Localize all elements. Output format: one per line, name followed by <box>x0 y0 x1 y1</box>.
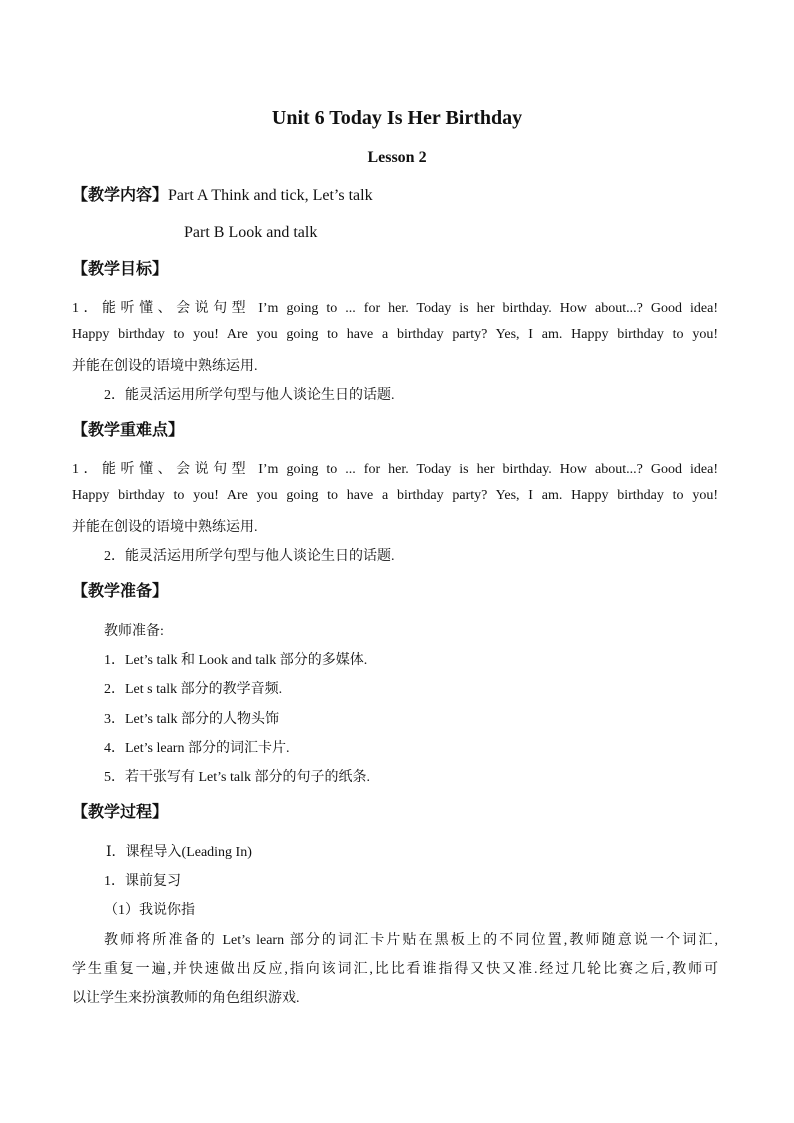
content-line-2: Part B Look and talk <box>184 224 318 241</box>
preparation-item: 3．Let’s talk 部分的人物头饰 <box>104 712 279 727</box>
key-points-item1-line3: 并能在创设的语境中熟练运用. <box>72 520 258 535</box>
process-paragraph-line3: 以让学生来扮演教师的角色组织游戏. <box>72 991 300 1006</box>
objectives-item1-line1: 1．能听懂、会说句型 I’m going to ... for her. Today is her birthday. How about...? Good idea! <box>72 301 718 316</box>
objectives-item1-line3: 并能在创设的语境中熟练运用. <box>72 359 258 374</box>
lesson-subtitle: Lesson 2 <box>367 149 427 166</box>
preparation-item: 4．Let’s learn 部分的词汇卡片. <box>104 741 290 756</box>
content-heading <box>72 182 373 205</box>
objectives-item1-line2: Happy birthday to you! Are you going to have a birthday party? Yes, I am. Happy birthday to you! <box>72 327 718 342</box>
process-paragraph-line1: 教师将所准备的 Let’s learn 部分的词汇卡片贴在黑板上的不同位置,教师随意说一个词汇, <box>104 933 718 948</box>
key-points-heading: 【教学重难点】 <box>72 420 185 439</box>
preparation-item: 5．若干张写有 Let’s talk 部分的句子的纸条. <box>104 770 370 785</box>
preparation-item: 1．Let’s talk 和 Look and talk 部分的多媒体. <box>104 653 368 668</box>
key-points-item2: 2．能灵活运用所学句型与他人谈论生日的话题. <box>104 549 395 564</box>
content-heading-label: 【教学内容】 <box>72 185 169 204</box>
preparation-intro: 教师准备: <box>104 624 164 639</box>
process-paragraph-line2: 学生重复一遍,并快速做出反应,指向该词汇,比比看谁指得又快又准.经过几轮比赛之后,教师可 <box>72 962 718 977</box>
content-line-1: Part A Think and tick, Let’s talk <box>168 187 373 204</box>
process-step-1: 1．课前复习 <box>104 874 181 889</box>
objectives-heading: 【教学目标】 <box>72 259 169 278</box>
process-section-1: Ⅰ．课程导入(Leading In) <box>106 845 252 860</box>
document-title: Unit 6 Today Is Her Birthday <box>271 107 523 129</box>
preparation-heading: 【教学准备】 <box>72 581 169 600</box>
objectives-item2: 2．能灵活运用所学句型与他人谈论生日的话题. <box>104 388 395 403</box>
key-points-item1-line1: 1．能听懂、会说句型 I’m going to ... for her. Today is her birthday. How about...? Good idea! <box>72 462 718 477</box>
process-substep-1: （1）我说你指 <box>104 903 195 918</box>
process-heading: 【教学过程】 <box>72 802 169 821</box>
preparation-item: 2．Let s talk 部分的教学音频. <box>104 682 283 697</box>
key-points-item1-line2: Happy birthday to you! Are you going to have a birthday party? Yes, I am. Happy birthday to you! <box>72 488 718 503</box>
